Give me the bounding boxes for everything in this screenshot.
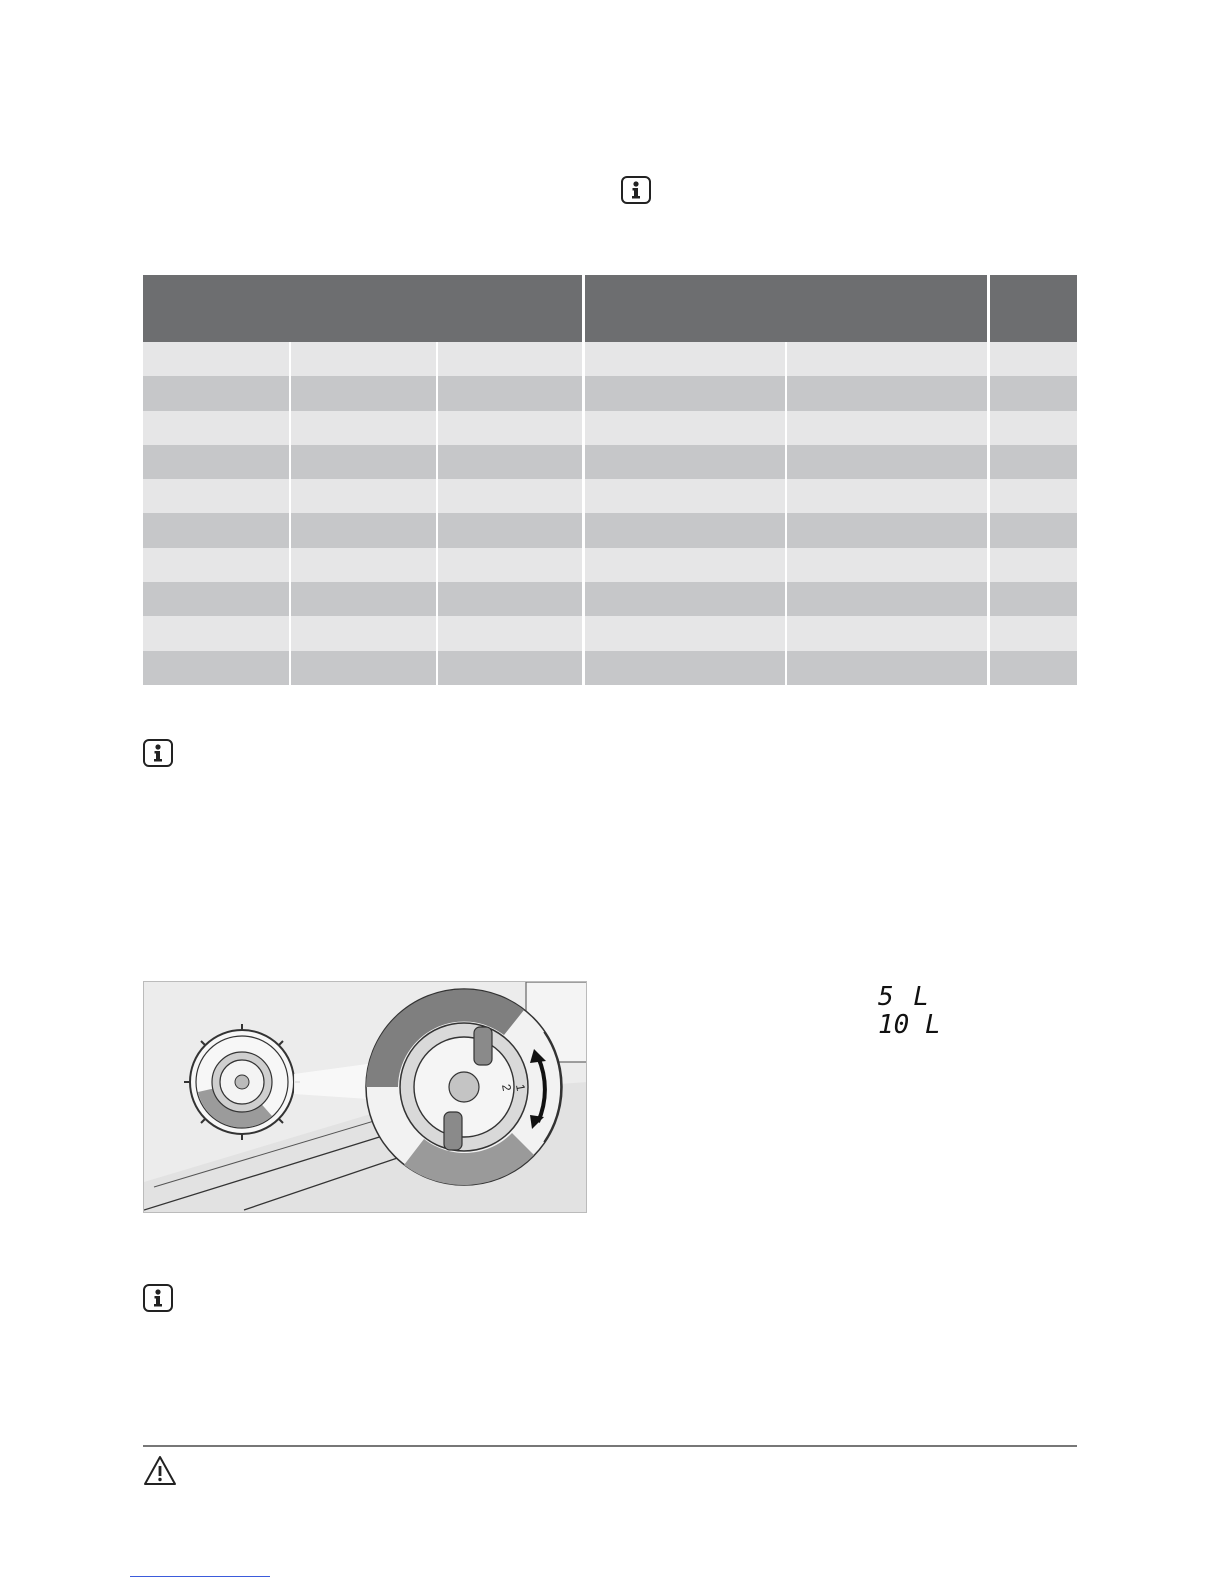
table-cell [786,651,989,685]
table-cell [143,342,290,376]
table-cell [786,582,989,616]
table-cell [786,411,989,445]
table-cell [786,479,989,513]
table-cell [584,582,787,616]
display-indicator [878,982,941,1041]
table-cell [786,513,989,547]
table-cell [584,513,787,547]
table-cell [290,651,437,685]
table-row [143,548,1077,582]
dial-number: 1 [513,1083,528,1093]
table-row [143,445,1077,479]
table-row [143,411,1077,445]
table-cell [143,548,290,582]
table-cell [290,582,437,616]
table-subheader-cell [437,307,584,342]
table-cell [989,582,1078,616]
table-cell [143,582,290,616]
table-subheader-cell [290,307,437,342]
table-cell [989,342,1078,376]
table-header-row [143,275,1077,307]
table-cell [290,513,437,547]
table-cell [437,548,584,582]
table-subheader-cell [989,307,1078,342]
info-icon [143,1284,173,1312]
info-icon [621,176,651,204]
table-cell [989,445,1078,479]
table-cell [437,616,584,650]
table-row [143,479,1077,513]
table-cell [437,651,584,685]
table-cell [143,651,290,685]
table-cell [584,411,787,445]
table-cell [989,651,1078,685]
table-row [143,582,1077,616]
warning-triangle-icon [143,1455,177,1487]
table-cell [290,376,437,410]
table-cell [143,445,290,479]
table-row [143,513,1077,547]
table-subheader-cell [786,307,989,342]
table-cell [989,376,1078,410]
table-header-group-1 [143,275,584,307]
table-cell [290,445,437,479]
dial-illustration [143,981,587,1213]
table-cell [989,479,1078,513]
table-cell [584,479,787,513]
table-cell [786,376,989,410]
table-cell [584,342,787,376]
table-cell [989,548,1078,582]
table-row [143,616,1077,650]
table-row [143,342,1077,376]
table-cell [786,616,989,650]
table-cell [143,376,290,410]
table-cell [786,548,989,582]
info-icon [143,739,173,767]
table-cell [143,411,290,445]
table-cell [143,513,290,547]
dial-drawing [144,982,587,1213]
table-cell [437,376,584,410]
table-cell [584,376,787,410]
table-cell [584,651,787,685]
table-cell [290,342,437,376]
table-subheader-row [143,307,1077,342]
table-cell [437,513,584,547]
table-cell [584,548,787,582]
table-subheader-cell [143,307,290,342]
table-cell [437,411,584,445]
table-cell [786,342,989,376]
table-cell [786,445,989,479]
table-cell [989,616,1078,650]
table-cell [143,479,290,513]
table-cell [290,616,437,650]
table-header-group-2 [584,275,989,307]
table-cell [290,411,437,445]
table-cell [143,616,290,650]
table-cell [437,445,584,479]
table-row [143,651,1077,685]
section-divider [143,1445,1077,1447]
table-cell [989,513,1078,547]
table-cell [437,582,584,616]
table-cell [584,445,787,479]
table-header-group-3 [989,275,1078,307]
table-cell [290,479,437,513]
display-line-2: 10 L [878,1010,941,1040]
table-cell [584,616,787,650]
table-subheader-cell [584,307,787,342]
dial-number: 2 [499,1083,514,1093]
table-cell [989,411,1078,445]
table-row [143,376,1077,410]
table-cell [437,342,584,376]
table-cell [437,479,584,513]
table-cell [290,548,437,582]
display-line-1: 5 L [878,982,931,1012]
water-hardness-table [143,275,1077,685]
footer-link[interactable] [130,1576,270,1577]
